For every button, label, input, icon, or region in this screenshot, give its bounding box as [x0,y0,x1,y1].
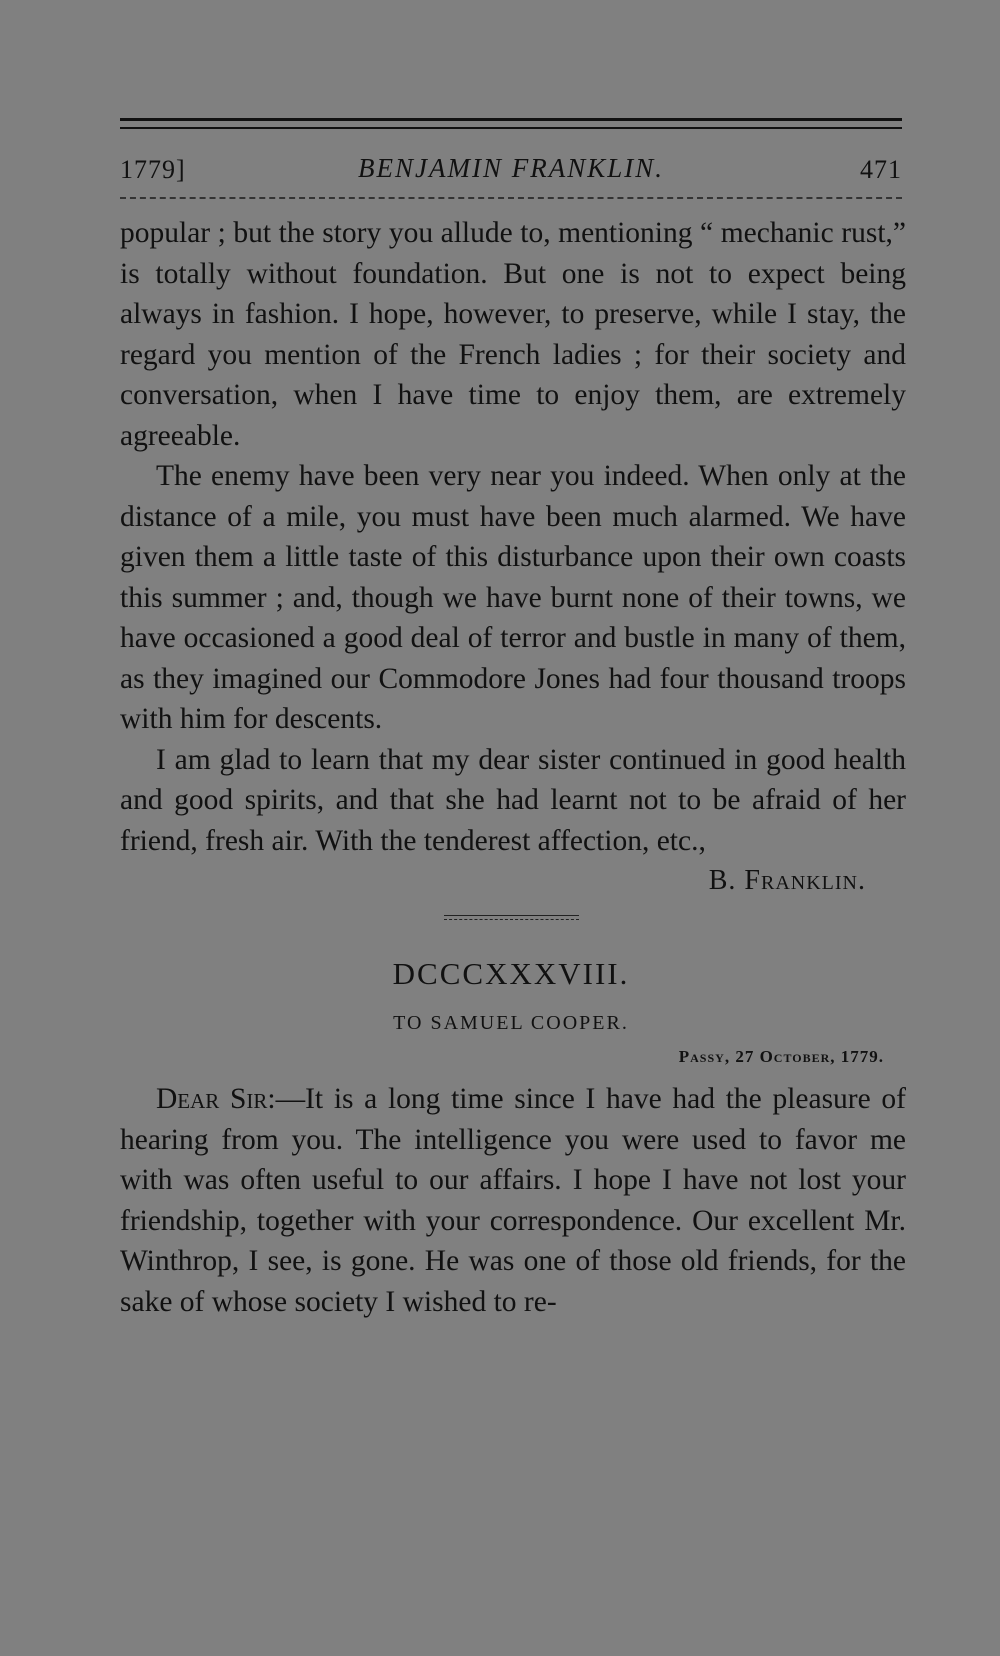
paragraph: popular ; but the story you allude to, mentioning “ mechanic rust,” is totally without foundation. But one is not to expect being always in fashion. I hope, however, to preserve, while I stay, the regard you mention of the French ladies ; for their society and conversation, when I have time to enjoy them, are extremely agreeable. [120,217,906,452]
running-head [120,151,902,191]
previous-letter-text [120,213,906,861]
running-head-title: BENJAMIN FRANKLIN. [358,153,664,183]
header-rule-top [120,118,902,121]
next-letter-text [120,1079,906,1322]
paragraph: I am glad to learn that my dear sister continued in good health and good spirits, and that she had learnt not to be afraid of her friend, fresh air. With the tenderest affection, etc., [120,743,906,857]
signature: B. Franklin. [708,865,866,896]
paragraph [120,1079,906,1322]
letter-number: DCCCXXXVIII. [392,956,630,991]
letter-dateline: Passy, 27 October, 1779. [678,1047,884,1066]
salutation: Dear Sir [156,1083,268,1115]
letter-body: :—It is a long time since I have had the pleasure of hearing from you. The intelligence you were used to favor me with was often useful to our affairs. I hope I have not lost your friendship, together with your correspondence. Our excellent Mr. Winthrop, I see, is gone. He was one of those old friends, for the sake of whose society I wished to re- [120,1083,906,1318]
book-page [120,118,906,1322]
running-head-year: 1779] [120,155,186,184]
letter-recipient: TO SAMUEL COOPER. [393,1012,629,1034]
running-head-rule [120,197,902,199]
header-rule-bottom [120,127,902,129]
section-divider [444,915,579,920]
page-number: 471 [860,155,902,184]
paragraph: The enemy have been very near you indeed. When only at the distance of a mile, you must have been much alarmed. We have given them a little taste of this disturbance upon their own coasts this summer ; and, though we have burnt none of their towns, we have occasioned a good deal of terror and bustle in many of them, as they imagined our Commodore Jones had four thousand troops with him for descents. [120,460,906,735]
